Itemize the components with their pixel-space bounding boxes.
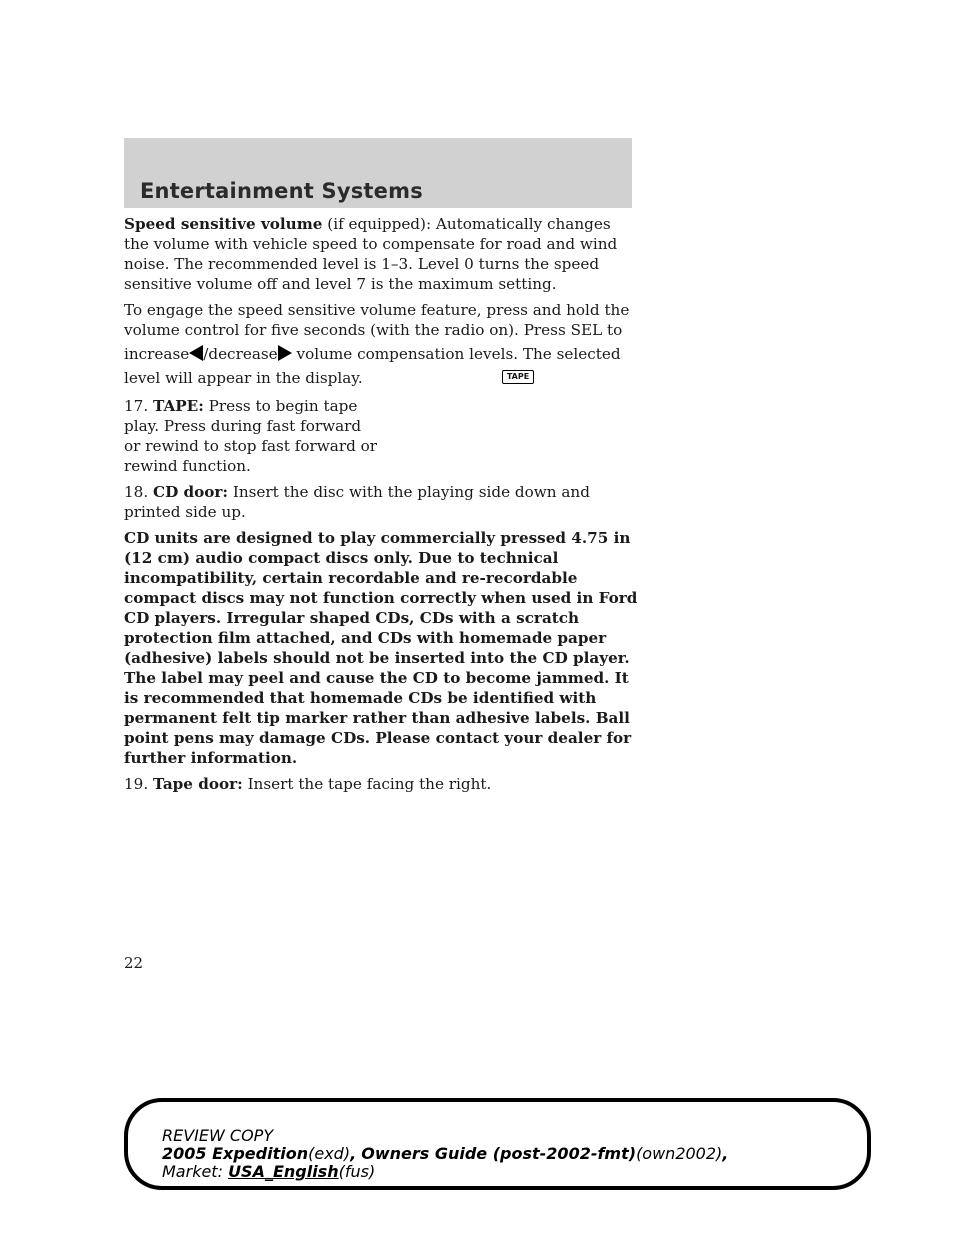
model-comma: ,: [350, 1144, 357, 1163]
speed-sensitive-text: (if equipped): Automatically changes the volume with vehicle speed to compensate for road and wind noise. The recommended level is 1–3. Level 0 turns the speed sensitive volume off and level 7 is the maximum setting.: [124, 215, 618, 293]
item-19-number: 19.: [124, 775, 149, 793]
item-18-paragraph: [124, 482, 638, 522]
review-copy-line: REVIEW COPY: [162, 1126, 274, 1145]
review-copy-text: [162, 1127, 728, 1181]
seek-left-icon: [189, 345, 203, 361]
tape-button-icon: TAPE: [502, 370, 534, 384]
item-17-title: TAPE:: [152, 397, 204, 415]
model-name: 2005 Expedition: [162, 1144, 309, 1163]
page-number: 22: [124, 954, 144, 972]
engage-text: To engage the speed sensitive volume feature, press and hold the volume control for five seconds (with the radio on). Press SEL to: [124, 301, 630, 339]
item-17-number: 17.: [124, 397, 149, 415]
item-17-paragraph: [124, 396, 382, 476]
increase-label: increase: [124, 345, 190, 363]
item-17: [124, 396, 638, 476]
decrease-label: /decrease: [203, 345, 278, 363]
item-18-number: 18.: [124, 483, 149, 501]
item-19-text: Insert the tape facing the right.: [247, 775, 492, 793]
item-19-paragraph: [124, 774, 638, 794]
market-label: Market:: [162, 1162, 223, 1181]
market-line: [162, 1163, 728, 1181]
seek-right-icon: [278, 345, 292, 361]
engage-paragraph: [124, 300, 638, 340]
increase-decrease-paragraph: [124, 342, 638, 390]
item-18-text: Insert the disc with the playing side down and printed side up.: [124, 483, 590, 521]
market-code: (fus): [338, 1162, 376, 1181]
volume-compensation-text: volume compensation levels. The selected level will appear in the display.: [124, 345, 621, 387]
speed-sensitive-paragraph: [124, 214, 638, 294]
section-title: Entertainment Systems: [140, 179, 423, 203]
guide-code: (own2002): [636, 1144, 723, 1163]
cd-warning-paragraph: CD units are designed to play commercially pressed 4.75 in (12 cm) audio compact discs only. Due to technical incompatibility, certain recordable and re-recordable compact discs may not function correctly when used in Ford CD players. Irregular shaped CDs, CDs with a scratch protection film attached, and CDs with homemade paper (adhesive) labels should not be inserted into the CD player. The label may peel and cause the CD to become jammed. It is recommended that homemade CDs be identified with permanent felt tip marker rather than adhesive labels. Ball point pens may damage CDs. Please contact your dealer for further information.: [124, 529, 638, 767]
speed-sensitive-title: Speed sensitive volume: [124, 215, 323, 233]
item-19-title: Tape door:: [152, 775, 243, 793]
guide-comma: ,: [722, 1144, 729, 1163]
page-content: [124, 214, 638, 800]
model-code: (exd): [308, 1144, 351, 1163]
item-17-text: Press to begin tape play. Press during fast forward or rewind to stop fast forward or rewind function.: [124, 397, 378, 475]
guide-name: Owners Guide (post-2002-fmt): [361, 1144, 637, 1163]
market-value: USA_English: [228, 1162, 339, 1181]
model-line: [162, 1145, 728, 1163]
item-18-title: CD door:: [152, 483, 229, 501]
